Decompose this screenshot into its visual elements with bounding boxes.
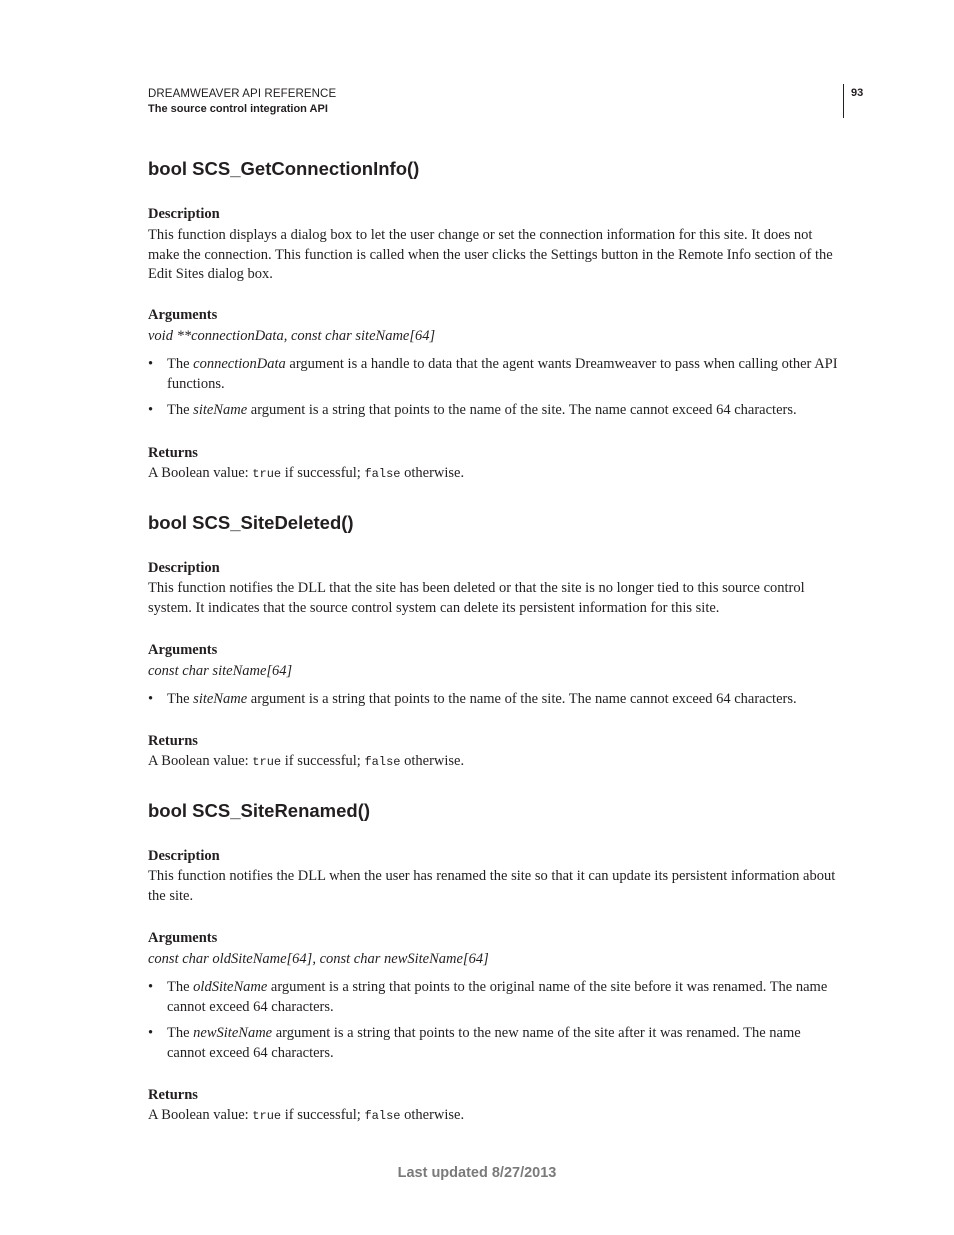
function-signature: void **connectionData, const char siteName[64] [148, 328, 436, 344]
argument-name: siteName [193, 402, 248, 418]
function-signature: const char siteName[64] [148, 663, 293, 679]
returns-text: A Boolean value: true if successful; false otherwise. [148, 465, 465, 481]
section-heading: bool SCS_SiteDeleted() [148, 512, 354, 533]
bullet-marker: • [148, 979, 154, 995]
argument-name: connectionData [193, 356, 286, 372]
description-label: Description [148, 560, 220, 576]
returns-label: Returns [148, 445, 198, 461]
section-heading: bool SCS_GetConnectionInfo() [148, 158, 420, 179]
code-false: false [364, 755, 401, 769]
description-label: Description [148, 206, 220, 222]
description-label: Description [148, 848, 220, 864]
footer-last-updated: Last updated 8/27/2013 [397, 1165, 557, 1181]
returns-text: A Boolean value: true if successful; false otherwise. [148, 1107, 465, 1123]
argument-name: siteName [193, 691, 248, 707]
description-text: This function notifies the DLL when the user has renamed the site so that it can update its persistent information about the site. [148, 868, 836, 904]
bullet-marker: • [148, 356, 154, 372]
header-divider [843, 84, 844, 118]
bullet-marker: • [148, 1025, 154, 1041]
code-false: false [364, 1109, 401, 1123]
arguments-label: Arguments [148, 307, 218, 323]
argument-name: oldSiteName [193, 979, 268, 995]
code-false: false [364, 467, 401, 481]
description-text: This function notifies the DLL that the site has been deleted or that the site is no longer tied to this source control system. It indicates that the source control system can delete its persistent information for this site. [148, 580, 805, 616]
bullet-marker: • [148, 691, 154, 707]
returns-label: Returns [148, 1087, 198, 1103]
running-header [148, 87, 336, 117]
chapter-title: The source control integration API [148, 103, 328, 115]
returns-label: Returns [148, 733, 198, 749]
page-number: 93 [851, 87, 864, 99]
returns-text: A Boolean value: true if successful; false otherwise. [148, 753, 465, 769]
arguments-label: Arguments [148, 642, 218, 658]
document-title: DREAMWEAVER API REFERENCE [148, 88, 337, 100]
code-true: true [252, 1109, 282, 1123]
code-true: true [252, 755, 282, 769]
argument-bullet: • The connectionData argument is a handle to data that the agent wants Dreamweaver to pass when calling other API functions. [148, 356, 838, 392]
section-heading: bool SCS_SiteRenamed() [148, 800, 371, 821]
function-signature: const char oldSiteName[64], const char newSiteName[64] [148, 951, 489, 967]
arguments-label: Arguments [148, 930, 218, 946]
description-text: This function displays a dialog box to let the user change or set the connection information for this site. It does not make the connection. This function is called when the user clicks the Settings button in the Remote Info section of the Edit Sites dialog box. [148, 227, 833, 282]
argument-name: newSiteName [193, 1025, 273, 1041]
code-true: true [252, 467, 282, 481]
argument-bullet: • The newSiteName argument is a string that points to the new name of the site after it was renamed. The name cannot exceed 64 characters. [148, 1025, 801, 1061]
bullet-marker: • [148, 402, 154, 418]
argument-bullet: • The siteName argument is a string that points to the name of the site. The name cannot exceed 64 characters. [148, 690, 840, 710]
argument-bullet: • The siteName argument is a string that points to the name of the site. The name cannot exceed 64 characters. [148, 401, 840, 421]
argument-bullet: • The oldSiteName argument is a string that points to the original name of the site before it was renamed. The name cannot exceed 64 characters. [148, 979, 828, 1015]
